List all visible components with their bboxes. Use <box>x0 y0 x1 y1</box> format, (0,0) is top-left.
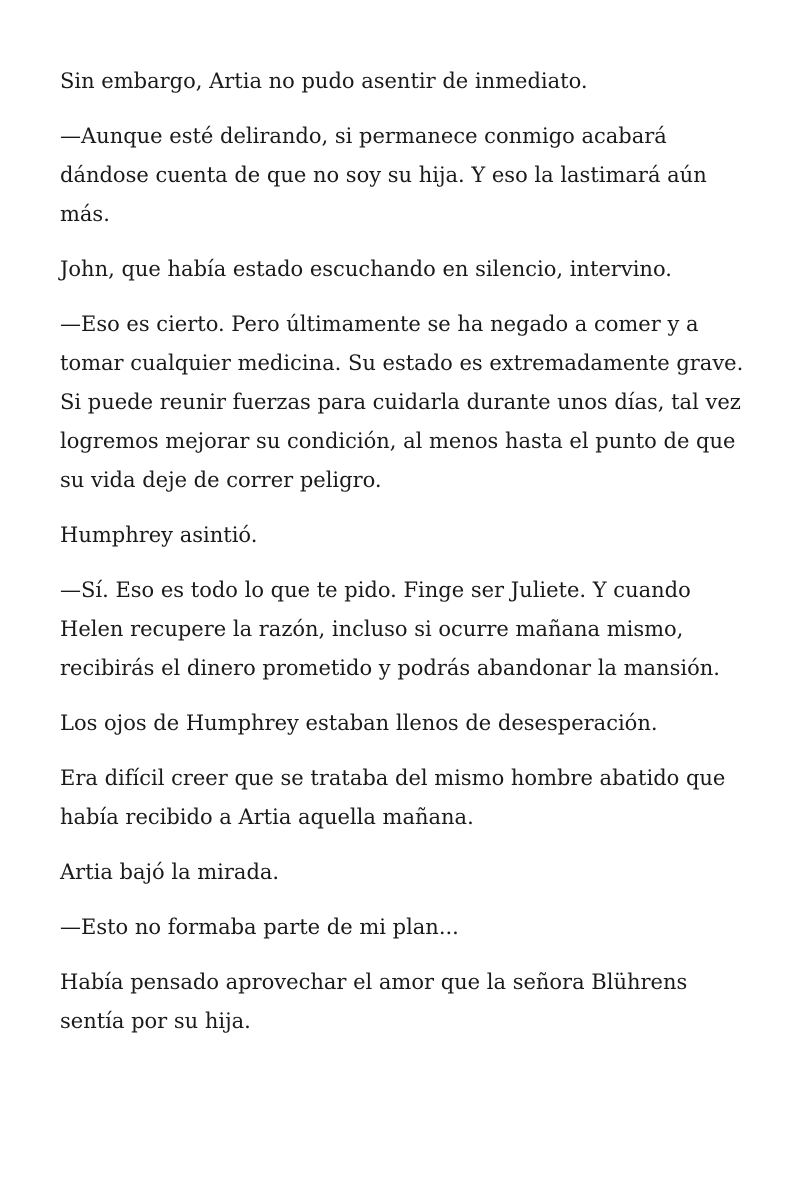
paragraph: Humphrey asintió. <box>60 523 258 547</box>
paragraph: Había pensado aprovechar el amor que la señora Blührens sentía por su hija. <box>60 970 688 1033</box>
document-body <box>60 62 750 1057</box>
paragraph: —Esto no formaba parte de mi plan... <box>60 915 459 939</box>
paragraph: Sin embargo, Artia no pudo asentir de inmediato. <box>60 69 588 93</box>
paragraph: Artia bajó la mirada. <box>60 860 280 884</box>
paragraph: Los ojos de Humphrey estaban llenos de desesperación. <box>60 711 658 735</box>
paragraph: John, que había estado escuchando en silencio, intervino. <box>60 257 672 281</box>
paragraph: Era difícil creer que se trataba del mismo hombre abatido que había recibido a Artia aquella mañana. <box>60 766 726 829</box>
paragraph: —Sí. Eso es todo lo que te pido. Finge ser Juliete. Y cuando Helen recupere la razón, incluso si ocurre mañana mismo, recibirás el dinero prometido y podrás abandonar la mansión. <box>60 578 720 680</box>
paragraph: —Aunque esté delirando, si permanece conmigo acabará dándose cuenta de que no soy su hija. Y eso la lastimará aún más. <box>60 124 707 226</box>
paragraph: —Eso es cierto. Pero últimamente se ha negado a comer y a tomar cualquier medicina. Su estado es extremadamente grave. Si puede reunir fuerzas para cuidarla durante unos días, tal vez logremos mejorar su condición, al menos hasta el punto de que su vida deje de correr peligro. <box>60 312 744 492</box>
